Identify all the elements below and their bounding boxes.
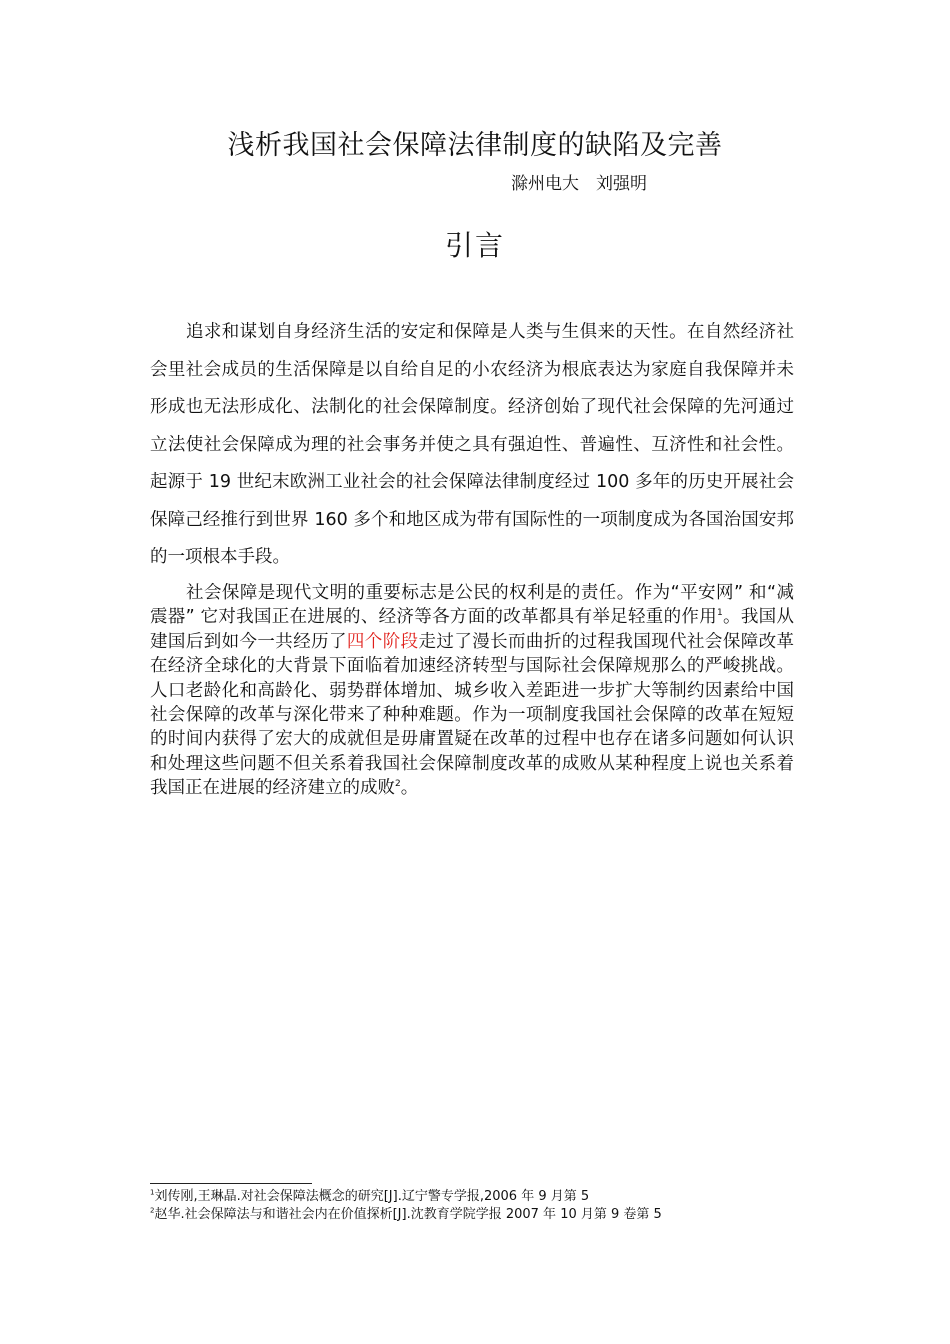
highlighted-text: 四个阶段: [346, 631, 419, 652]
paragraph-text: 社会保障是现代文明的重要标志是公民的权利是的责任。作为“平安网” 和“减震器” 它对我国正在进展的、经济等各方面的改革都具有举足轻重的作用: [150, 583, 794, 628]
footnote-number: 1: [150, 1188, 155, 1197]
footnote-separator: [150, 1183, 312, 1184]
paragraph-text: 。: [400, 778, 419, 799]
body-paragraph-2: [150, 581, 794, 801]
section-heading: 引言: [444, 229, 505, 262]
footnote-ref-2[interactable]: 2: [395, 779, 401, 790]
footnote-ref-1[interactable]: 1: [717, 608, 723, 619]
footnote-number: 2: [150, 1206, 155, 1215]
footnote-1: [150, 1188, 589, 1206]
document-title: 浅析我国社会保障法律制度的缺陷及完善: [227, 130, 723, 161]
footnote-text: 赵华.社会保障法与和谐社会内在价值探析[J].沈教育学院学报 2007 年 10 月第 9 卷第 5: [154, 1207, 662, 1222]
body-paragraph-1: 追求和谋划自身经济生活的安定和保障是人类与生俱来的天性。在自然经济社会里社会成员的生活保障是以自给自足的小农经济为根底表达为家庭自我保障并未形成也无法形成化、法制化的社会保障制度。经济创始了现代社会保障的先河通过立法使社会保障成为理的社会事务并使之具有强迫性、普遍性、互济性和社会性。起源于 19 世纪末欧洲工业社会的社会保障法律制度经过 100 多年的历史开展社会保障己经推行到世界 160 多个和地区成为带有国际性的一项制度成为各国治国安邦的一项根本手段。: [150, 322, 794, 567]
author-line: 滁州电大 刘强明: [511, 174, 647, 194]
footnote-2: [150, 1206, 662, 1224]
footnote-text: 刘传刚,王琳晶.对社会保障法概念的研究[J].辽宁警专学报,2006 年 9 月第 5: [154, 1189, 590, 1204]
paragraph-text: 。我国从建国后到如今一共经历了: [150, 607, 794, 652]
paragraph-text: 走过了漫长而曲折的过程我国现代社会保障改革在经济全球化的大背景下面临着加速经济转型与国际社会保障规那么的严峻挑战。人口老龄化和高龄化、弱势群体增加、城乡收入差距进一步扩大等制约因素给中国社会保障的改革与深化带来了种种难题。作为一项制度我国社会保障的改革在短短的时间内获得了宏大的成就但是毋庸置疑在改革的过程中也存在诸多问题如何认识和处理这些问题不但关系着我国社会保障制度改革的成败从某种程度上说也关系着我国正在进展的经济建立的成败: [150, 631, 795, 799]
